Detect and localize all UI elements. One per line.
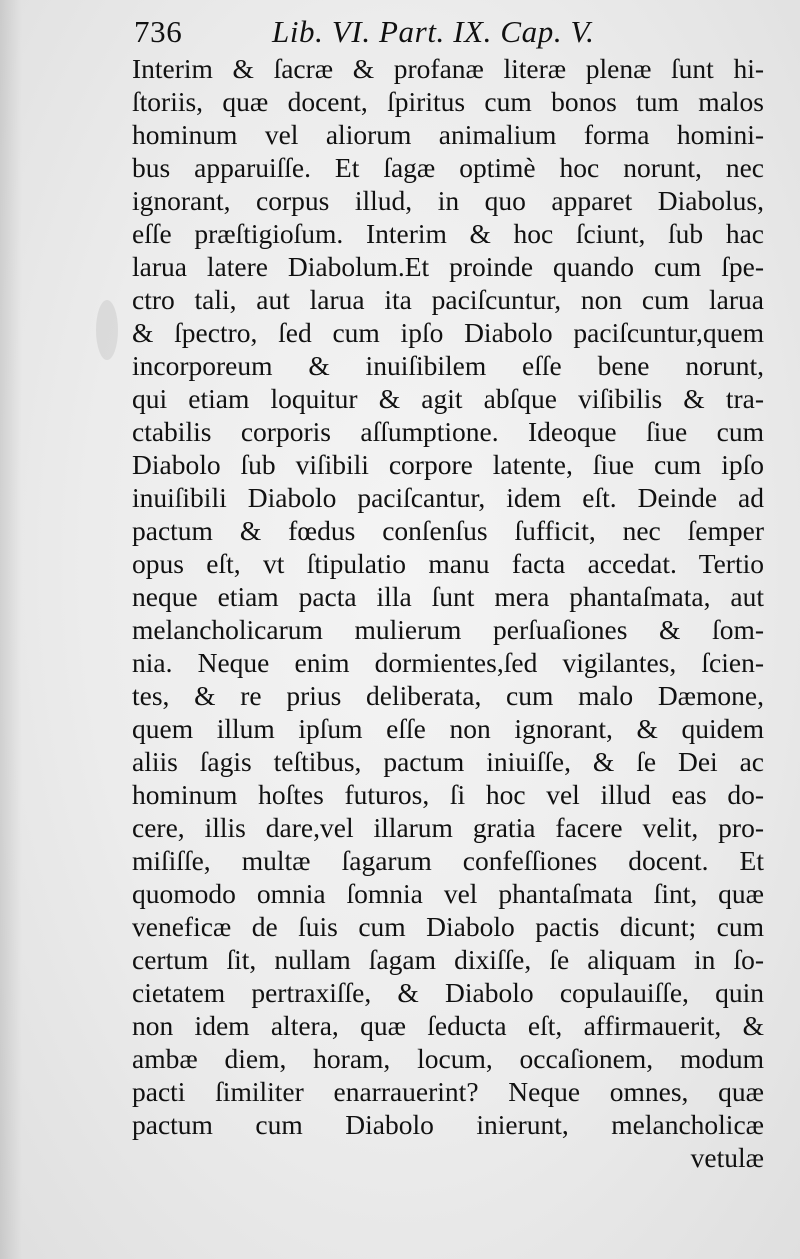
- text-line: incorporeum & inuiſibilem eſſe bene norunt,: [132, 350, 764, 381]
- text-line: ſtoriis, quæ docent, ſpiritus cum bonos tum malos: [132, 86, 764, 117]
- text-line: hominum vel aliorum animalium forma homini-: [132, 119, 764, 150]
- gutter-shadow: [0, 0, 22, 1259]
- text-line: neque etiam pacta illa ſunt mera phantaſmata, aut: [132, 581, 764, 612]
- text-line: bus apparuiſſe. Et ſagæ optimè hoc norunt, nec: [132, 152, 764, 183]
- page-header: [134, 12, 694, 52]
- ink-smudge: [96, 300, 118, 360]
- text-line: quem illum ipſum eſſe non ignorant, & quidem: [132, 713, 764, 744]
- text-line: veneficæ de ſuis cum Diabolo pactis dicunt; cum: [132, 911, 764, 942]
- text-line: pactum & fœdus conſenſus ſufficit, nec ſemper: [132, 515, 764, 546]
- text-line: hominum hoſtes futuros, ſi hoc vel illud eas do-: [132, 779, 764, 810]
- text-line: melancholicarum mulierum perſuaſiones & ſom-: [132, 614, 764, 645]
- text-line: tes, & re prius deliberata, cum malo Dæmone,: [132, 680, 764, 711]
- text-line: ctabilis corporis aſſumptione. Ideoque ſiue cum: [132, 416, 764, 447]
- text-line: cere, illis dare,vel illarum gratia facere velit, pro-: [132, 812, 764, 843]
- text-line: ignorant, corpus illud, in quo apparet Diabolus,: [132, 185, 764, 216]
- text-line: inuiſibili Diabolo paciſcantur, idem eſt. Deinde ad: [132, 482, 764, 513]
- text-line: Interim & ſacræ & profanæ literæ plenæ ſunt hi-: [132, 53, 764, 84]
- text-line: Diabolo ſub viſibili corpore latente, ſiue cum ipſo: [132, 449, 764, 480]
- text-line: pacti ſimiliter enarrauerint? Neque omnes, quæ: [132, 1076, 764, 1107]
- text-line: pactum cum Diabolo inierunt, melancholicæ: [132, 1109, 764, 1140]
- text-line: eſſe præſtigioſum. Interim & hoc ſciunt, ſub hac: [132, 218, 764, 249]
- text-line: & ſpectro, ſed cum ipſo Diabolo paciſcuntur,quem: [132, 317, 764, 348]
- text-line: non idem altera, quæ ſeducta eſt, affirmauerit, &: [132, 1010, 764, 1041]
- text-line: larua latere Diabolum.Et proinde quando cum ſpe-: [132, 251, 764, 282]
- text-line: qui etiam loquitur & agit abſque viſibilis & tra-: [132, 383, 764, 414]
- text-line: cietatem pertraxiſſe, & Diabolo copulauiſſe, quin: [132, 977, 764, 1008]
- text-line: opus eſt, vt ſtipulatio manu facta accedat. Tertio: [132, 548, 764, 579]
- text-line: miſiſſe, multæ ſagarum confeſſiones docent. Et: [132, 845, 764, 876]
- body-text: [132, 52, 764, 1141]
- catchword: vetulæ: [690, 1142, 764, 1173]
- text-line: certum ſit, nullam ſagam dixiſſe, ſe aliquam in ſo-: [132, 944, 764, 975]
- text-line: ctro tali, aut larua ita paciſcuntur, non cum larua: [132, 284, 764, 315]
- text-line: quomodo omnia ſomnia vel phantaſmata ſint, quæ: [132, 878, 764, 909]
- text-line: aliis ſagis teſtibus, pactum iniuiſſe, & ſe Dei ac: [132, 746, 764, 777]
- text-line: nia. Neque enim dormientes,ſed vigilantes, ſcien-: [132, 647, 764, 678]
- page-number: 736: [134, 14, 183, 49]
- running-head: Lib. VI. Part. IX. Cap. V.: [272, 14, 595, 49]
- text-line: ambæ diem, horam, locum, occaſionem, modum: [132, 1043, 764, 1074]
